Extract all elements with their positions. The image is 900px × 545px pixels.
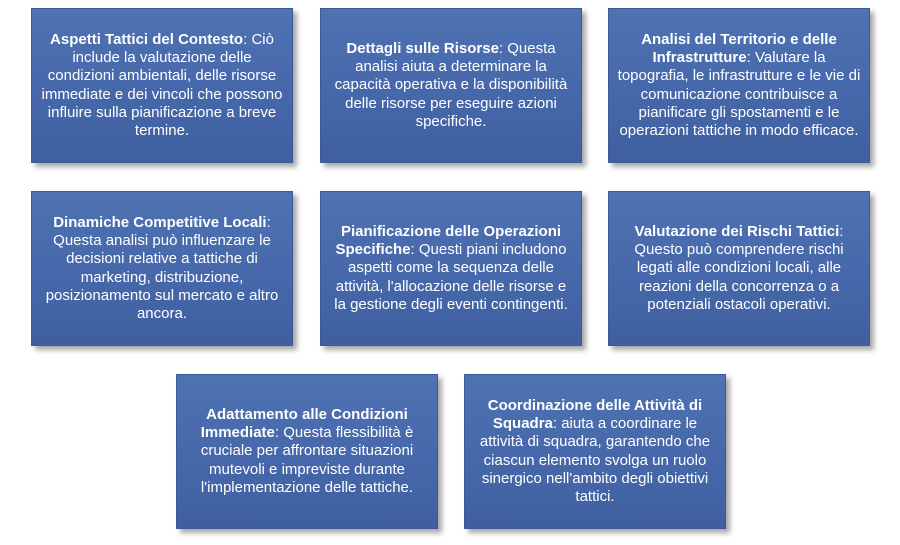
box-text: : Questa analisi può influenzare le decisioni relative a tattiche di marketing, distribuzione, posizionamento sul mercato e altro ancora. (45, 213, 279, 323)
box-title: Pianificazione delle Operazioni Specifiche (335, 222, 562, 259)
box-body (40, 214, 284, 324)
box-coordinazione-delle-attivita (464, 374, 726, 529)
box-body (473, 397, 717, 507)
box-title: Valutazione dei Rischi Tattici (634, 222, 840, 240)
box-text: : Valutare la topografia, le infrastrutture e le vie di comunicazione contribuisce a pianificare gli spostamenti e le operazioni tattiche in modo efficace. (617, 48, 861, 140)
box-text: : Questa analisi aiuta a determinare la capacità operativa e la disponibilità delle risorse per eseguire azioni specifiche. (334, 39, 568, 130)
box-title: Aspetti Tattici del Contesto (50, 30, 244, 48)
box-title: Analisi del Territorio e delle Infrastrutture (641, 30, 837, 66)
box-aspetti-tattici-del-contesto (31, 8, 293, 163)
box-body (329, 223, 573, 314)
box-analisi-del-territorio (608, 8, 870, 163)
box-title: Coordinazione delle Attività di Squadra (487, 396, 703, 432)
box-title: Dinamiche Competitive Locali (53, 213, 267, 231)
box-body (617, 223, 861, 314)
box-dettagli-sulle-risorse (320, 8, 582, 163)
box-body (617, 31, 861, 141)
box-text: : Ciò include la valutazione delle condizioni ambientali, delle risorse immediate e dei vincoli che possono influire sulla pianificazione a breve termine. (41, 30, 283, 140)
box-title: Adattamento alle Condizioni Immediate (200, 405, 408, 442)
box-text: : Questa flessibilità è cruciale per affrontare situazioni mutevoli e impreviste durante l'implementazione delle tattiche. (200, 424, 414, 496)
box-text: : Questi piani includono aspetti come la sequenza delle attività, l'allocazione delle risorse e la gestione degli eventi contingenti. (334, 241, 568, 313)
box-title: Dettagli sulle Risorse (346, 39, 499, 57)
box-valutazione-dei-rischi-tattici (608, 191, 870, 346)
box-body (185, 406, 429, 497)
box-dinamiche-competitive-locali (31, 191, 293, 346)
box-text: : Questo può comprendere rischi legati alle condizioni locali, alle reazioni della concorrenza o a potenziali ostacoli operativi. (634, 222, 844, 313)
box-text: : aiuta a coordinare le attività di squadra, garantendo che ciascun elemento svolga un ruolo sinergico nell'ambito degli obiettivi tattici. (479, 414, 711, 506)
box-pianificazione-delle-operazioni (320, 191, 582, 346)
box-body (329, 40, 573, 131)
box-body (40, 31, 284, 141)
box-adattamento-alle-condizioni (176, 374, 438, 529)
